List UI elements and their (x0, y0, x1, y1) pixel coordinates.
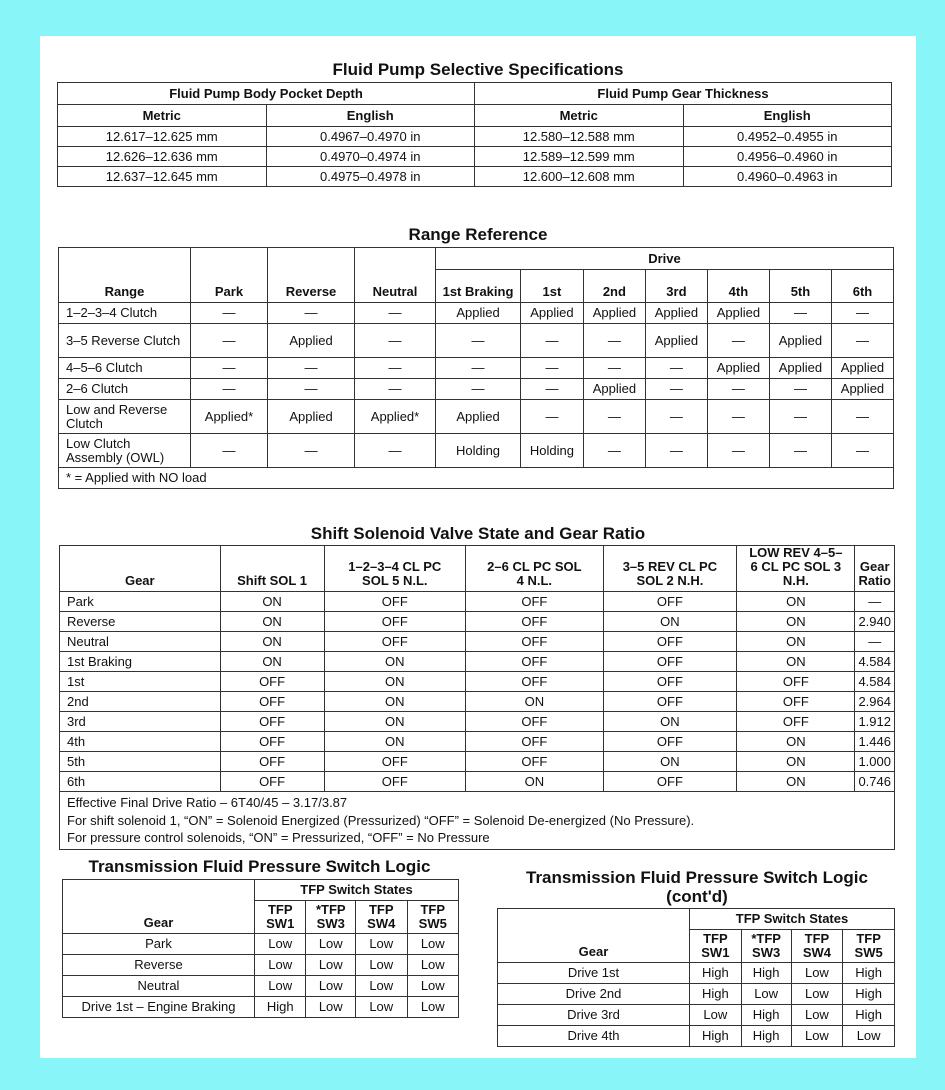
cell: OFF (220, 712, 324, 732)
cell: — (855, 592, 895, 612)
cell: High (843, 963, 895, 984)
cell: High (690, 963, 742, 984)
cell: ON (737, 592, 855, 612)
pump-specs-table (57, 82, 892, 187)
range-reference-table (58, 247, 894, 489)
column-header: TFP SW4 (356, 901, 407, 934)
column-header (436, 270, 521, 303)
cell: ON (324, 692, 466, 712)
cell: — (769, 400, 831, 434)
cell: — (855, 632, 895, 652)
cell: — (707, 379, 769, 400)
cell: Low (356, 976, 407, 997)
column-header: 5th (769, 270, 831, 303)
cell: Applied (769, 358, 831, 379)
column-header: 6th (831, 270, 893, 303)
row-label: Neutral (63, 976, 255, 997)
column-header: *TFP SW3 (306, 901, 356, 934)
cell: Applied (268, 324, 355, 358)
tfp-logic-contd-title (497, 868, 897, 906)
cell: OFF (737, 692, 855, 712)
table-row (60, 692, 895, 712)
column-header: 2nd (583, 270, 645, 303)
cell: — (521, 400, 584, 434)
cell: OFF (466, 592, 604, 612)
cell: — (831, 400, 893, 434)
cell: ON (324, 732, 466, 752)
cell: 4.584 (855, 672, 895, 692)
table-row (60, 592, 895, 612)
cell: ON (324, 712, 466, 732)
row-label: Park (63, 934, 255, 955)
row-label: 1st Braking (60, 652, 221, 672)
group-header: Fluid Pump Gear Thickness (475, 83, 892, 105)
cell: — (707, 434, 769, 468)
cell: OFF (466, 712, 604, 732)
cell: — (583, 400, 645, 434)
cell: OFF (737, 712, 855, 732)
table-row (59, 379, 894, 400)
cell: High (690, 984, 742, 1005)
cell: — (769, 434, 831, 468)
column-header: LOW REV 4–5–6 CL PC SOL 3 N.H. (737, 546, 855, 592)
row-label: Drive 1st – Engine Braking (63, 997, 255, 1018)
table-row (498, 963, 895, 984)
cell: OFF (466, 632, 604, 652)
cell: 0.4956–0.4960 in (683, 147, 892, 167)
range-reference-title: Range Reference (408, 225, 548, 244)
tfp-logic-table (62, 879, 459, 1018)
cell: — (769, 303, 831, 324)
cell: OFF (466, 732, 604, 752)
column-header: 1–2–3–4 CL PC SOL 5 N.L. (324, 546, 466, 592)
cell: Low (255, 955, 306, 976)
drive-group-header: Drive (436, 248, 894, 270)
cell: OFF (324, 592, 466, 612)
cell: Applied (436, 400, 521, 434)
row-label: 3rd (60, 712, 221, 732)
solenoid-notes (60, 792, 895, 850)
row-label: 1–2–3–4 Clutch (59, 303, 191, 324)
cell: — (645, 434, 707, 468)
cell: 2.964 (855, 692, 895, 712)
column-header: TFP SW1 (255, 901, 306, 934)
cell: — (268, 434, 355, 468)
row-label: 2–6 Clutch (59, 379, 191, 400)
cell: 2.940 (855, 612, 895, 632)
cell: Low (407, 997, 459, 1018)
cell: OFF (466, 612, 604, 632)
cell: ON (737, 752, 855, 772)
cell: OFF (466, 752, 604, 772)
column-header: TFP SW5 (843, 930, 895, 963)
note-shift-solenoid: For shift solenoid 1, “ON” = Solenoid Energized (Pressurized) “OFF” = Solenoid De-energized (No Pressure). (67, 812, 695, 828)
cell: — (191, 358, 268, 379)
cell: 12.580–12.588 mm (475, 127, 684, 147)
cell: 1.446 (855, 732, 895, 752)
cell: ON (220, 652, 324, 672)
cell: ON (737, 612, 855, 632)
row-label: 3–5 Reverse Clutch (59, 324, 191, 358)
cell: High (843, 1005, 895, 1026)
column-header: English (683, 105, 892, 127)
row-label: 5th (60, 752, 221, 772)
column-header: Gear (60, 546, 221, 592)
table-row (58, 127, 892, 147)
cell: — (645, 379, 707, 400)
table-row (60, 752, 895, 772)
cell: — (355, 358, 436, 379)
column-header: TFP SW5 (407, 901, 459, 934)
table-row (498, 984, 895, 1005)
cell: — (583, 434, 645, 468)
cell: ON (466, 772, 604, 792)
table-row (63, 976, 459, 997)
cell: ON (603, 752, 737, 772)
row-label: 4th (60, 732, 221, 752)
cell: 12.600–12.608 mm (475, 167, 684, 187)
column-header: Reverse (268, 248, 355, 303)
table-row (58, 147, 892, 167)
cell: — (521, 358, 584, 379)
row-label: Drive 4th (498, 1026, 690, 1047)
cell: — (645, 400, 707, 434)
cell: Low (690, 1005, 742, 1026)
column-header: English (266, 105, 475, 127)
column-header: *TFP SW3 (741, 930, 791, 963)
column-header: Gear Ratio (855, 546, 895, 592)
table-row (63, 955, 459, 976)
table-row (63, 997, 459, 1018)
column-header: 2–6 CL PC SOL 4 N.L. (466, 546, 604, 592)
cell: Low (306, 934, 356, 955)
row-label: Drive 1st (498, 963, 690, 984)
cell: ON (220, 612, 324, 632)
table-row (59, 400, 894, 434)
note-pressure-control: For pressure control solenoids, “ON” = Pressurized, “OFF” = No Pressure (67, 830, 490, 845)
column-header: 3rd (645, 270, 707, 303)
cell: Low (791, 1026, 843, 1047)
cell: ON (324, 672, 466, 692)
solenoid-table (59, 545, 895, 850)
cell: Holding (521, 434, 584, 468)
cell: OFF (466, 652, 604, 672)
cell: ON (220, 632, 324, 652)
cell: Low (741, 984, 791, 1005)
cell: ON (324, 652, 466, 672)
column-header: Range (59, 248, 191, 303)
table-row (498, 1026, 895, 1047)
cell: ON (466, 692, 604, 712)
cell: Applied (436, 303, 521, 324)
cell: 0.4967–0.4970 in (266, 127, 475, 147)
cell: OFF (324, 772, 466, 792)
cell: — (521, 324, 584, 358)
tfp-logic-title: Transmission Fluid Pressure Switch Logic (88, 857, 431, 876)
row-label: Drive 2nd (498, 984, 690, 1005)
column-header: Shift SOL 1 (220, 546, 324, 592)
cell: OFF (466, 672, 604, 692)
table-row (60, 672, 895, 692)
group-header: TFP Switch States (690, 909, 895, 930)
cell: OFF (220, 752, 324, 772)
row-label: Neutral (60, 632, 221, 652)
cell: — (355, 434, 436, 468)
cell: — (268, 303, 355, 324)
cell: Applied (707, 303, 769, 324)
table-row (60, 772, 895, 792)
cell: Applied* (355, 400, 436, 434)
column-header: TFP SW1 (690, 930, 742, 963)
cell: OFF (603, 632, 737, 652)
cell: Applied (583, 379, 645, 400)
cell: 1.000 (855, 752, 895, 772)
cell: Low (843, 1026, 895, 1047)
cell: — (831, 434, 893, 468)
cell: Low (407, 934, 459, 955)
cell: 0.4952–0.4955 in (683, 127, 892, 147)
table-row (59, 324, 894, 358)
cell: — (769, 379, 831, 400)
cell: Low (407, 955, 459, 976)
cell: OFF (603, 592, 737, 612)
column-header: 1st (521, 270, 584, 303)
cell: — (707, 400, 769, 434)
row-label: 4–5–6 Clutch (59, 358, 191, 379)
cell: — (191, 379, 268, 400)
cell: ON (737, 652, 855, 672)
cell: Low (356, 934, 407, 955)
cell: — (521, 379, 584, 400)
tfp-logic-contd-table (497, 908, 895, 1047)
cell: Holding (436, 434, 521, 468)
cell: — (583, 358, 645, 379)
cell: High (690, 1026, 742, 1047)
row-label: Reverse (63, 955, 255, 976)
cell: ON (603, 712, 737, 732)
solenoid-title: Shift Solenoid Valve State and Gear Ratio (310, 524, 646, 543)
cell: Applied (583, 303, 645, 324)
cell: 1.912 (855, 712, 895, 732)
cell: 0.746 (855, 772, 895, 792)
column-header: Park (191, 248, 268, 303)
cell: Low (255, 976, 306, 997)
row-label: Low and Reverse Clutch (59, 400, 191, 434)
cell: Low (791, 984, 843, 1005)
cell: ON (220, 592, 324, 612)
cell: 12.589–12.599 mm (475, 147, 684, 167)
group-header: TFP Switch States (255, 880, 459, 901)
cell: OFF (737, 672, 855, 692)
cell: 12.637–12.645 mm (58, 167, 267, 187)
cell: — (268, 358, 355, 379)
document-page (40, 36, 916, 1058)
table-row (63, 934, 459, 955)
cell: High (741, 1005, 791, 1026)
cell: — (191, 303, 268, 324)
cell: — (355, 379, 436, 400)
cell: — (191, 324, 268, 358)
cell: Applied* (191, 400, 268, 434)
row-label: 1st (60, 672, 221, 692)
row-label: Drive 3rd (498, 1005, 690, 1026)
column-header-text: 1st Braking (442, 284, 514, 299)
cell: High (741, 1026, 791, 1047)
cell: OFF (324, 632, 466, 652)
cell: OFF (603, 672, 737, 692)
column-header: Metric (58, 105, 267, 127)
cell: OFF (603, 692, 737, 712)
cell: Applied (769, 324, 831, 358)
cell: Low (356, 997, 407, 1018)
cell: Low (407, 976, 459, 997)
table-row (60, 612, 895, 632)
row-label: 2nd (60, 692, 221, 712)
row-label: Reverse (60, 612, 221, 632)
cell: ON (603, 612, 737, 632)
cell: Applied (645, 324, 707, 358)
cell: High (741, 963, 791, 984)
table-row (60, 712, 895, 732)
cell: ON (737, 732, 855, 752)
cell: — (436, 358, 521, 379)
table-row (498, 1005, 895, 1026)
cell: — (831, 324, 893, 358)
group-header: Fluid Pump Body Pocket Depth (58, 83, 475, 105)
cell: — (707, 324, 769, 358)
cell: OFF (603, 732, 737, 752)
cell: Applied (707, 358, 769, 379)
cell: 0.4975–0.4978 in (266, 167, 475, 187)
cell: — (355, 324, 436, 358)
row-label: Low Clutch Assembly (OWL) (59, 434, 191, 468)
title-line-2: (cont'd) (666, 887, 728, 906)
cell: OFF (220, 732, 324, 752)
cell: Low (791, 963, 843, 984)
cell: Low (791, 1005, 843, 1026)
note-final-drive: Effective Final Drive Ratio – 6T40/45 – 3.17/3.87 (67, 795, 348, 810)
cell: Low (306, 955, 356, 976)
cell: 0.4960–0.4963 in (683, 167, 892, 187)
cell: — (436, 324, 521, 358)
pump-specs-title: Fluid Pump Selective Specifications (332, 60, 624, 79)
table-row (59, 358, 894, 379)
cell: ON (737, 772, 855, 792)
cell: OFF (603, 772, 737, 792)
row-label: 6th (60, 772, 221, 792)
cell: Applied (831, 379, 893, 400)
cell: High (255, 997, 306, 1018)
cell: Low (306, 976, 356, 997)
cell: — (355, 303, 436, 324)
table-row (60, 652, 895, 672)
cell: 0.4970–0.4974 in (266, 147, 475, 167)
cell: OFF (603, 652, 737, 672)
table-row (58, 167, 892, 187)
column-header: 4th (707, 270, 769, 303)
cell: Applied (268, 400, 355, 434)
cell: 12.626–12.636 mm (58, 147, 267, 167)
cell: Low (356, 955, 407, 976)
cell: Applied (831, 358, 893, 379)
row-label: Park (60, 592, 221, 612)
column-header: TFP SW4 (791, 930, 843, 963)
cell: OFF (220, 772, 324, 792)
column-header: Gear (498, 909, 690, 963)
cell: — (191, 434, 268, 468)
cell: 4.584 (855, 652, 895, 672)
cell: OFF (220, 672, 324, 692)
cell: — (831, 303, 893, 324)
column-header: Gear (63, 880, 255, 934)
cell: Low (255, 934, 306, 955)
cell: High (843, 984, 895, 1005)
cell: Applied (645, 303, 707, 324)
cell: — (436, 379, 521, 400)
cell: OFF (220, 692, 324, 712)
table-row (60, 732, 895, 752)
cell: 12.617–12.625 mm (58, 127, 267, 147)
table-row (60, 632, 895, 652)
table-row (59, 434, 894, 468)
column-header: Neutral (355, 248, 436, 303)
cell: Applied (521, 303, 584, 324)
title-line-1: Transmission Fluid Pressure Switch Logic (526, 868, 868, 887)
column-header: Metric (475, 105, 684, 127)
table-row (59, 303, 894, 324)
cell: — (583, 324, 645, 358)
footnote: * = Applied with NO load (59, 468, 894, 489)
cell: Low (306, 997, 356, 1018)
cell: — (268, 379, 355, 400)
cell: OFF (324, 612, 466, 632)
cell: ON (737, 632, 855, 652)
cell: — (645, 358, 707, 379)
column-header: 3–5 REV CL PC SOL 2 N.H. (603, 546, 737, 592)
cell: OFF (324, 752, 466, 772)
